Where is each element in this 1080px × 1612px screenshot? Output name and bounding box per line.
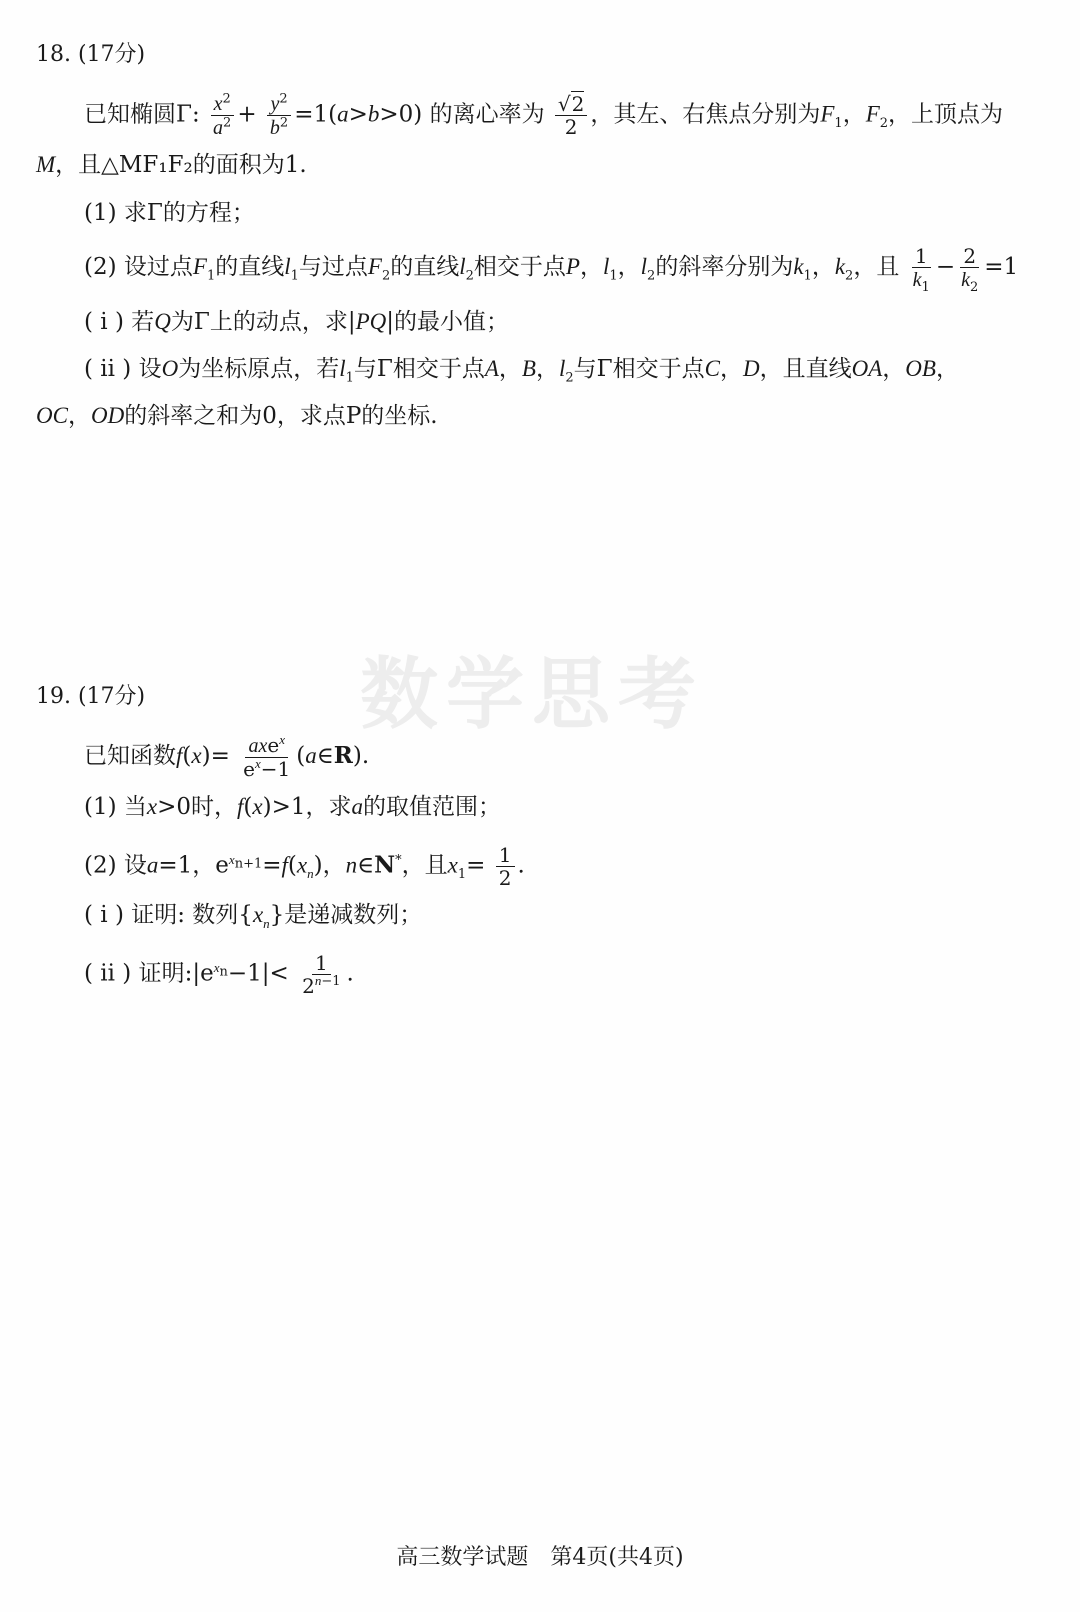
q18-heading: 18. (17分) <box>36 42 146 67</box>
q19-heading: 19. (17分) <box>36 684 146 709</box>
q19-part2-i: ( i ) 证明: 数列$\{x_n\}$是递减数列； <box>84 902 423 931</box>
q18-part2-i: ( i ) 若Q为Γ上的动点，求|PQ|的最小值； <box>84 309 510 335</box>
q19-part2-ii: ( ii ) 证明$:|e^{x_n}-1|<$ $\frac{1}{2^{n-1}}$ . <box>84 951 354 998</box>
q19-intro: 已知函数f(x)= $\frac{axe^x}{e^x-1}$ (a∈R). <box>84 732 370 781</box>
q18-intro-line1: 已知椭圆Γ: $\frac{x^2}{a^2}$ + $\frac{y^2}{b^2}$ =1(a>b>0) 的离心率为 $\frac{√2}{2}$ ，其左、右焦点分别为$F_1$，$F_2$，上顶点为 <box>84 91 1004 139</box>
q19-part2: (2) 设a=1，$e^{x_{n+1}}=f(x_n)$，n∈N*，且$x_1=$ $\frac{1}{2}$ . <box>84 843 525 890</box>
q18-part1: (1) 求Γ的方程； <box>84 200 255 226</box>
q18-part2: (2) 设过点$F_1$的直线$l_1$与过点$F_2$的直线$l_2$相交于点P，$l_1$，$l_2$的斜率分别为$k_1$，$k_2$，且 $\frac{1}{k_1}$ − $\frac{2}{k_2}$ =1 <box>84 244 1019 295</box>
q18-part2-ii-line1: ( ii ) 设O为坐标原点，若$l_1$与Γ相交于点A，B，$l_2$与Γ相交于点C，D，且直线OA，OB， <box>84 356 959 386</box>
q18-intro-line2: M，且△MF₁F₂的面积为1. <box>36 152 307 178</box>
watermark: 数学思考 <box>360 650 705 740</box>
page-footer: 高三数学试题 第4页(共4页) <box>396 1545 684 1570</box>
q18-part2-ii-line2: OC，OD的斜率之和为0，求点P的坐标. <box>36 403 438 429</box>
q19-part1: (1) 当x>0时，f(x)>1，求a的取值范围； <box>84 794 501 820</box>
